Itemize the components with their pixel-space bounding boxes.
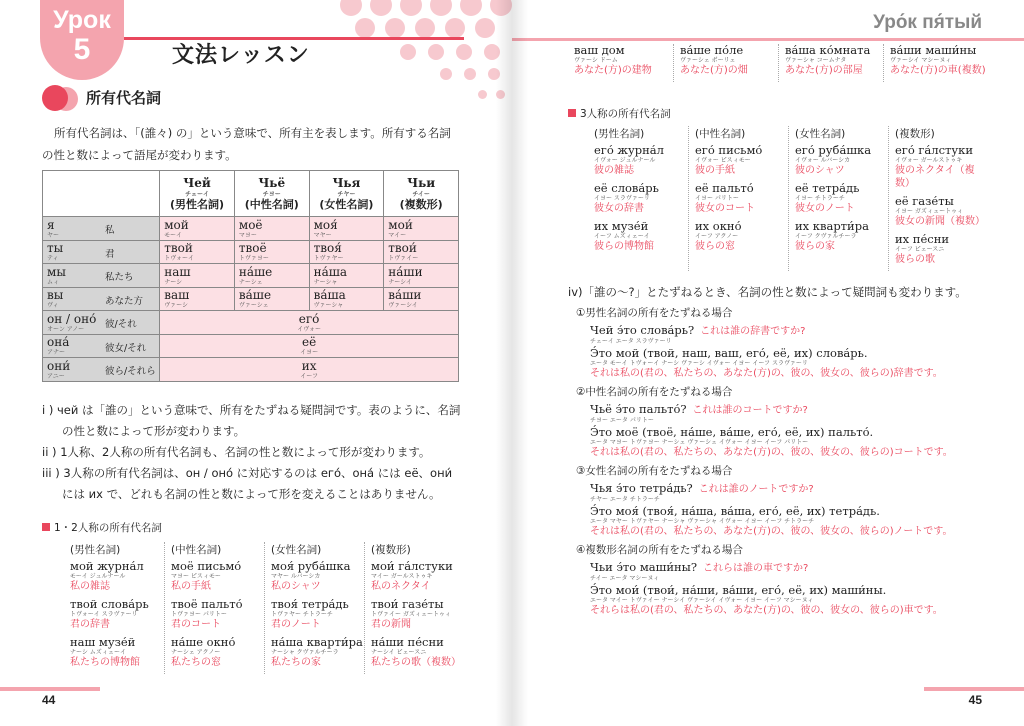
table-row: я ヤー 私 мой モーイ моё マヨー моя́ マヤー мои́ マイー	[43, 217, 459, 241]
table-row: мы ムィ 私たち наш ナーシ на́ше ナーシェ на́ша ナーシャ на́ши ナーシイ	[43, 264, 459, 288]
table-header-plural: Чьи チイー (複数形)	[384, 171, 459, 217]
list-item: их пе́сни イーフ ピェースニ 彼らの歌	[895, 232, 950, 265]
list-item: твой слова́рь トヴォーイ スラヴァーリ 君の辞書	[70, 597, 149, 630]
subsection-heading: 1・2人称の所有代名詞	[42, 520, 162, 535]
examples-grid-1-2: (男性名詞) мой журна́л モーイ ジュルナール 私の雑誌 твой слова́рь トヴォーイ スラヴァーリ 君の辞書 наш музе́й ナーシ ムズィェーイ 私たちの博物館 (中性名詞) моё письмо́ マヨー ピスィモー 私の手紙 твоё пальто́ トヴァヨー パリトー 君のコート на́ше окно́ ナーシェ アクノー 私たちの窓 (女性名詞) моя́ руба́шка マヤー ルバーシカ 私のシャツ твоя́ тетра́дь トヴァヤー チトラーチ 君のノート на́ша кварти́ра ナーシャ クヴァルチーラ 私たちの家 (複数形) мои́ га́лстуки マイー ガールストゥキ 私のネクタイ твои́ газе́ты トヴァイー ガズィェートゥィ 君の新聞 на́ши пе́сни ナーシイ ピェースニ 私たちの歌（複数）	[64, 542, 464, 674]
list-item: твоё пальто́ トヴァヨー パリトー 君のコート	[171, 597, 243, 630]
list-item: его́ руба́шка イヴォー ルバーシカ 彼のシャツ	[795, 143, 872, 176]
list-item: на́ша кварти́ра ナーシャ クヴァルチーラ 私たちの家	[271, 635, 363, 668]
list-item: её газе́ты イヨー ガズィェートゥィ 彼女の新聞（複数）	[895, 194, 985, 227]
example-neuter: ②中性名詞の所有をたずねる場合 Чьё э́то пальто́? これは誰のコートですか? チヨー エータ パリトー Э́то моё (твоё, на́ше, ва́ше, его́, её, их) пальто́. エータ マヨー トヴァヨー ナーシェ ヴァーシェ イヴォー イヨー イーフ パリトー それは私の(君の、私たちの、あなた(方)の、彼の、彼女の、彼らの)コートです。	[576, 386, 953, 458]
square-bullet-icon	[568, 109, 576, 117]
list-item: на́ши пе́сни ナーシイ ピェースニ 私たちの歌（複数）	[371, 635, 461, 668]
list-item: их музе́й イーフ ムズィェーイ 彼らの博物館	[594, 219, 654, 252]
footer-rule	[0, 687, 100, 691]
pronoun-table	[42, 170, 459, 382]
table-row: ты ティ 君 твой トヴォーイ твоё トヴァヨー твоя́ トヴァヤー твои́ トヴァイー	[43, 240, 459, 264]
list-item: ва́ши маши́ны ヴァーシイ マシーヌィ あなた(方)の車(複数)	[890, 43, 986, 76]
list-item: наш музе́й ナーシ ムズィェーイ 私たちの博物館	[70, 635, 140, 668]
list-item: ваш дом ヴァーシ ドーム あなた(方)の建物	[574, 43, 652, 76]
lesson-title: 文法レッスン	[172, 43, 310, 68]
list-item: её пальто́ イヨー パリトー 彼女のコート	[695, 181, 755, 214]
top-examples-grid	[568, 44, 988, 82]
list-item: моё письмо́ マヨー ピスィモー 私の手紙	[171, 559, 242, 592]
example-plural: ④複数形名詞の所有をたずねる場合 Чьи э́то маши́ны? これらは誰の車ですか? チイー エータ マシーヌィ Э́то мои́ (твои́, на́ши, ва́ши, его́, её, их) маши́ны. エータ マイー トヴァイー ナーシイ ヴァーシイ イヴォー イヨー イーフ マシーヌィ それらは私の(君の、私たちの、あなた(方)の、彼の、彼女の、彼らの)車です。	[576, 544, 943, 616]
lesson-number: 5	[73, 33, 91, 66]
section-title: 所有代名詞	[86, 89, 162, 107]
list-item: ва́ше по́ле ヴァーシェ ポーリェ あなた(方)の畑	[680, 43, 748, 76]
note-ii: ii ) 1人称、2人称の所有代名詞も、名詞の性と数によって形が変わります。	[42, 445, 431, 459]
page-number: 45	[968, 693, 982, 707]
note-iv: iv)「誰の〜?」とたずねるとき、名詞の性と数によって疑問詞も変わります。	[568, 285, 967, 299]
note-iii: iii ) 3人称の所有代名詞は、он / оно́ に対応するのは его́、она́ には её、они́ には их で、どれも名詞の性と数によって形を変えることはありません。	[42, 466, 453, 501]
intro-paragraph: 所有代名詞は、「(誰々) の」という意味で、所有主を表します。所有する名詞の性と数によって語尾が変わります。	[42, 126, 451, 162]
list-item: его́ га́лстуки イヴォー ガールストゥキ 彼のネクタイ（複数）	[895, 143, 975, 189]
list-item: на́ше окно́ ナーシェ アクノー 私たちの窓	[171, 635, 236, 668]
list-item: её слова́рь イヨー スラヴァーリ 彼女の辞書	[594, 181, 659, 214]
square-bullet-icon	[42, 523, 50, 531]
table-row: вы ヴィ あなた方 ваш ヴァーシ ва́ше ヴァーシェ ва́ша ヴァーシャ ва́ши ヴァーシイ	[43, 287, 459, 311]
subsection-heading: 3人称の所有代名詞	[568, 106, 671, 121]
list-item: его́ письмо́ イヴォー ピスィモー 彼の手紙	[695, 143, 763, 176]
list-item: мой журна́л モーイ ジュルナール 私の雑誌	[70, 559, 144, 592]
table-header-masc: Чей チェーイ (男性名詞)	[160, 171, 235, 217]
grammar-notes	[42, 400, 467, 505]
page-header-title: Уро́к пя́тый	[873, 12, 982, 33]
header-rule	[512, 38, 1024, 41]
decorative-dots	[300, 0, 510, 130]
example-masculine: ①男性名詞の所有をたずねる場合 Чей э́то слова́рь? これは誰の辞書ですか? チェーイ エータ スラヴァーリ Э́то мой (твой, наш, ваш, его́, её, их) слова́рь. エータ モーイ トヴォーイ ナーシ ヴァーシ イヴォー イヨー イーフ スラヴァーリ それは私の(君の、私たちの、あなた(方)の、彼の、彼女の、彼らの)辞書です。	[576, 307, 943, 379]
example-feminine: ③女性名詞の所有をたずねる場合 Чья э́то тетра́дь? これは誰のノートですか? チヤー エータ チトラーチ Э́то моя́ (твоя́, на́ша, ва́ша, его́, её, их) тетра́дь. エータ マヤー トヴァヤー ナーシャ ヴァーシャ イヴォー イヨー イーフ チトラーチ それは私の(君の、私たちの、あなた(方)の、彼の、彼女の、彼らの)ノートです。	[576, 465, 953, 537]
footer-rule	[924, 687, 1024, 691]
examples-grid-3rd: (男性名詞) его́ журна́л イヴォー ジュルナール 彼の雑誌 её слова́рь イヨー スラヴァーリ 彼女の辞書 их музе́й イーフ ムズィェーイ 彼らの博物館 (中性名詞) его́ письмо́ イヴォー ピスィモー 彼の手紙 её пальто́ イヨー パリトー 彼女のコート их окно́ イーフ アクノー 彼らの窓 (女性名詞) его́ руба́шка イヴォー ルバーシカ 彼のシャツ её тетра́дь イヨー チトラーチ 彼女のノート их кварти́ра イーフ クヴァルチーラ 彼らの家 (複数形) его́ га́лстуки イヴォー ガールストゥキ 彼のネクタイ（複数） её газе́ты イヨー ガズィェートゥィ 彼女の新聞（複数） их пе́сни イーフ ピェースニ 彼らの歌	[588, 126, 988, 271]
list-item: ва́ша ко́мната ヴァーシャ コームナタ あなた(方)の部屋	[785, 43, 871, 76]
list-item: моя́ руба́шка マヤー ルバーシカ 私のシャツ	[271, 559, 351, 592]
lesson-word: Урок	[53, 6, 111, 34]
right-page	[512, 0, 1024, 726]
list-item: их окно́ イーフ アクノー 彼らの窓	[695, 219, 742, 252]
list-item: твоя́ тетра́дь トヴァヤー チトラーチ 君のノート	[271, 597, 349, 630]
list-item: мои́ га́лстуки マイー ガールストゥキ 私のネクタイ	[371, 559, 453, 592]
list-item: твои́ газе́ты トヴァイー ガズィェートゥィ 君の新聞	[371, 597, 451, 630]
page-number: 44	[42, 693, 56, 707]
list-item: его́ журна́л イヴォー ジュルナール 彼の雑誌	[594, 143, 664, 176]
table-row: они́ アニー 彼ら/それら их イーフ	[43, 358, 459, 382]
table-row: она́ アナー 彼女/それ её イヨー	[43, 334, 459, 358]
note-i: i ) чей は「誰の」という意味で、所有をたずねる疑問詞です。表のように、名詞の性と数によって形が変わります。	[42, 403, 461, 438]
table-header-fem: Чья チヤー (女性名詞)	[309, 171, 384, 217]
lesson-badge	[40, 0, 124, 80]
list-item: их кварти́ра イーフ クヴァルチーラ 彼らの家	[795, 219, 869, 252]
table-header-neut: Чьё チヨー (中性名詞)	[234, 171, 309, 217]
list-item: её тетра́дь イヨー チトラーチ 彼女のノート	[795, 181, 860, 214]
table-row: он / оно́ オーン アノー 彼/それ его́ イヴォー	[43, 311, 459, 335]
